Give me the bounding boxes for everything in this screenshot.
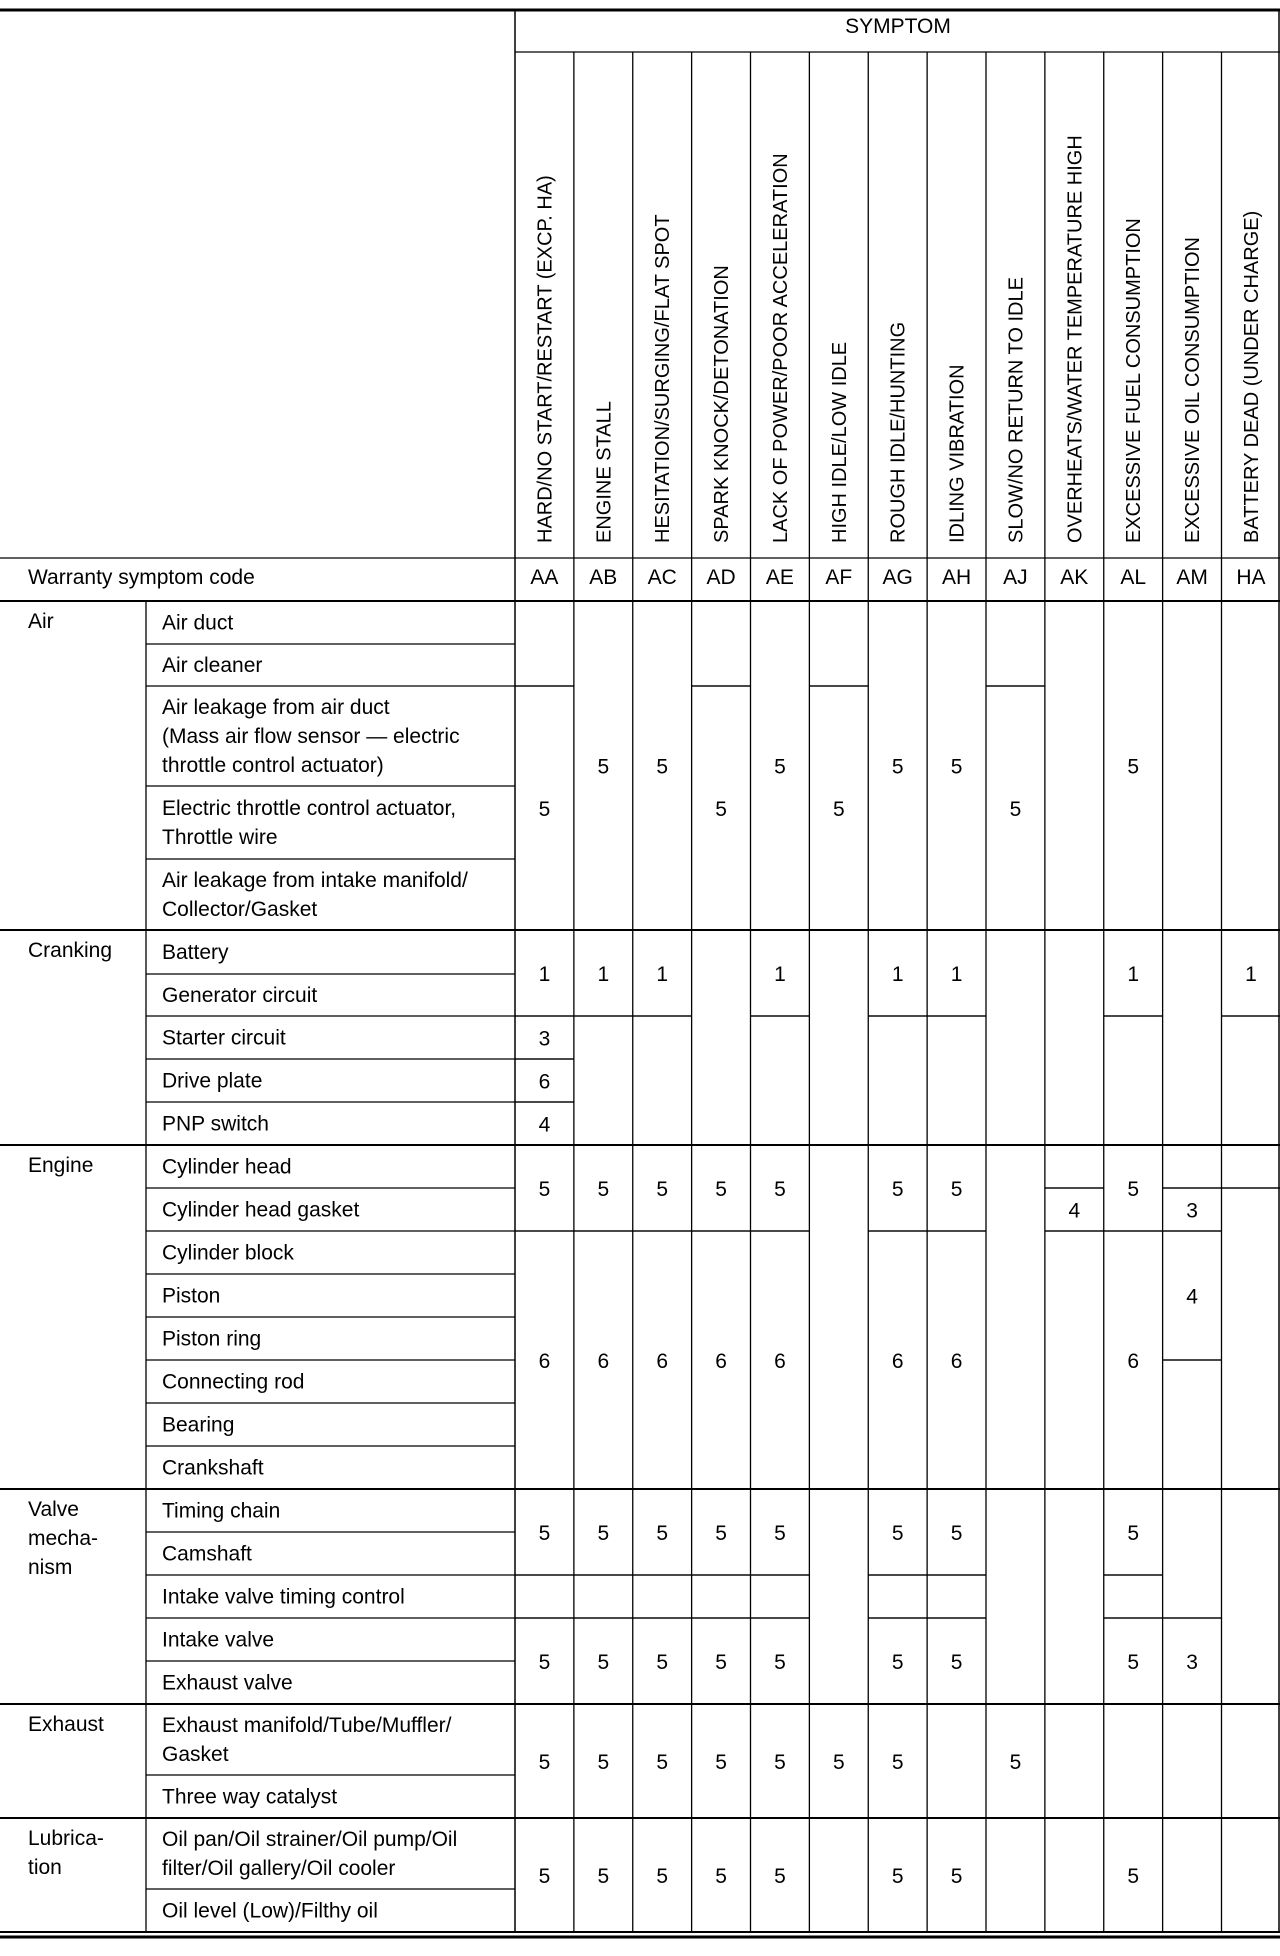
item-label: Throttle wire (162, 826, 278, 849)
item-label: Battery (162, 941, 229, 964)
value-cell: 5 (950, 1651, 963, 1674)
value-cell: 5 (656, 1178, 669, 1201)
value-cell: 5 (774, 1865, 786, 1888)
item-label: Electric throttle control actuator, (162, 797, 457, 820)
item-label: Three way catalyst (162, 1785, 338, 1809)
item-label: Air duct (162, 611, 234, 635)
symptom-column-header: IDLING VIBRATION (946, 364, 969, 543)
value-cell: 5 (774, 1651, 786, 1674)
warranty-code-cell: AL (1120, 566, 1147, 589)
value-cell: 6 (950, 1350, 963, 1373)
item-label: Piston ring (162, 1327, 262, 1351)
item-label: throttle control actuator) (162, 754, 384, 777)
warranty-code-row (530, 566, 1265, 589)
warranty-code-cell: AE (765, 566, 794, 589)
value-cell: 5 (950, 1178, 963, 1201)
value-cell: 5 (656, 1522, 669, 1545)
value-cell: 5 (774, 755, 786, 779)
warranty-code-cell: AH (941, 566, 972, 589)
value-cell: 1 (656, 963, 669, 986)
item-label: Bearing (162, 1413, 235, 1437)
symptom-column-header: BATTERY DEAD (UNDER CHARGE) (1240, 210, 1263, 543)
warranty-code-cell: AA (530, 566, 559, 589)
value-cell: 6 (715, 1350, 727, 1373)
value-cell: 1 (1127, 963, 1140, 986)
value-cell: 5 (538, 1178, 551, 1201)
symptom-column-header: SPARK KNOCK/DETONATION (711, 265, 734, 543)
item-label: Intake valve timing control (162, 1585, 405, 1609)
item-label: Exhaust valve (162, 1671, 293, 1695)
value-cell: 5 (1009, 798, 1022, 821)
item-label: Cylinder head gasket (162, 1198, 360, 1222)
item-label: Starter circuit (162, 1026, 286, 1050)
value-cell: 5 (538, 798, 551, 821)
value-cell: 5 (656, 755, 669, 779)
value-cell: 5 (597, 1651, 610, 1674)
item-label: Oil level (Low)/Filthy oil (162, 1899, 378, 1923)
symptom-column-header: ENGINE STALL (593, 401, 616, 543)
value-cell: 5 (891, 1865, 904, 1888)
item-label: Cylinder head (162, 1155, 292, 1179)
value-cell: 5 (891, 1651, 904, 1674)
value-cell: 5 (891, 1178, 904, 1201)
value-cell: 5 (950, 1865, 963, 1888)
group-label: tion (28, 1856, 62, 1879)
value-cell: 6 (891, 1350, 904, 1373)
group-label: Exhaust (28, 1713, 104, 1736)
symptom-column-header: HIGH IDLE/LOW IDLE (828, 341, 851, 543)
value-cell: 1 (1245, 963, 1257, 986)
symptom-column-header: OVERHEATS/WATER TEMPERATURE HIGH (1064, 135, 1087, 543)
value-cell: 3 (1186, 1651, 1198, 1674)
value-cell: 6 (1127, 1350, 1140, 1373)
value-cell: 1 (538, 963, 551, 986)
value-cell: 5 (538, 1865, 551, 1888)
symptom-header: SYMPTOM (845, 15, 951, 38)
warranty-code-cell: AG (882, 566, 913, 589)
value-cell: 5 (950, 755, 963, 779)
value-cell: 5 (656, 1751, 669, 1774)
value-cell: 5 (832, 798, 845, 821)
warranty-code-cell: AB (589, 566, 618, 589)
item-label: Air leakage from intake manifold/ (162, 869, 468, 892)
value-cell: 3 (538, 1027, 551, 1051)
value-cell: 5 (715, 1178, 727, 1201)
value-cell: 5 (774, 1751, 786, 1774)
warranty-code-cell: AM (1176, 566, 1208, 589)
value-cell: 6 (774, 1350, 786, 1373)
value-cell: 5 (715, 1751, 727, 1774)
value-cell: 5 (1127, 1522, 1140, 1545)
item-label: Cylinder block (162, 1241, 294, 1265)
value-cell: 5 (1127, 1178, 1140, 1201)
value-cell: 5 (715, 1651, 727, 1674)
group-label: Lubrica- (28, 1827, 104, 1850)
item-label: Oil pan/Oil strainer/Oil pump/Oil (162, 1828, 458, 1851)
item-label: Timing chain (162, 1499, 281, 1523)
warranty-code-label: Warranty symptom code (28, 566, 255, 589)
value-cell: 5 (538, 1751, 551, 1774)
group-label: nism (28, 1556, 73, 1579)
warranty-code-cell: AK (1060, 566, 1089, 589)
value-cell: 5 (597, 1522, 610, 1545)
item-label: Exhaust manifold/Tube/Muffler/ (162, 1714, 452, 1737)
item-label: Connecting rod (162, 1370, 305, 1394)
warranty-code-cell: AC (647, 566, 677, 589)
item-label: Drive plate (162, 1069, 263, 1093)
value-cell: 5 (715, 1522, 727, 1545)
item-label: Generator circuit (162, 984, 318, 1007)
warranty-code-cell: HA (1236, 566, 1266, 589)
item-label: PNP switch (162, 1112, 269, 1136)
warranty-code-cell: AJ (1003, 566, 1028, 589)
value-cell: 5 (538, 1522, 551, 1545)
group-label: Engine (28, 1154, 94, 1177)
value-cell: 1 (950, 963, 963, 986)
value-cell: 5 (1127, 1865, 1140, 1888)
symptom-column-header: EXCESSIVE OIL CONSUMPTION (1182, 237, 1205, 543)
value-cell: 1 (774, 963, 786, 986)
value-cell: 6 (538, 1070, 551, 1094)
group-label: Valve (28, 1498, 79, 1521)
value-cells (539, 756, 1257, 1889)
value-cell: 5 (597, 755, 610, 779)
value-cell: 5 (891, 755, 904, 779)
value-cell: 5 (656, 1651, 669, 1674)
group-label: mecha- (28, 1527, 99, 1550)
value-cell: 5 (715, 798, 727, 821)
value-cell: 5 (774, 1178, 786, 1201)
value-cell: 1 (597, 963, 610, 986)
value-cell: 6 (656, 1350, 669, 1373)
item-label: filter/Oil gallery/Oil cooler (162, 1857, 396, 1880)
warranty-code-cell: AF (825, 566, 853, 589)
item-label: Piston (162, 1284, 221, 1308)
value-cell: 5 (715, 1865, 727, 1888)
value-cell: 5 (1009, 1751, 1022, 1774)
item-label: Air leakage from air duct (162, 696, 390, 719)
value-cell: 5 (597, 1865, 610, 1888)
value-cell: 1 (891, 963, 904, 986)
symptom-column-header: LACK OF POWER/POOR ACCELERATION (769, 153, 792, 543)
group-labels (28, 610, 112, 1879)
value-cell: 5 (1127, 1651, 1140, 1674)
value-cell: 5 (597, 1751, 610, 1774)
value-cell: 5 (656, 1865, 669, 1888)
value-cell: 5 (774, 1522, 786, 1545)
item-labels (162, 612, 468, 1923)
value-cell: 5 (1127, 755, 1140, 779)
group-label: Air (28, 610, 54, 633)
item-label: (Mass air flow sensor — electric (162, 725, 460, 748)
symptom-column-headers (534, 135, 1263, 543)
item-label: Crankshaft (162, 1456, 264, 1480)
item-label: Air cleaner (162, 654, 263, 677)
symptom-column-header: EXCESSIVE FUEL CONSUMPTION (1123, 218, 1146, 543)
symptom-column-header: ROUGH IDLE/HUNTING (887, 321, 910, 543)
value-cell: 6 (538, 1350, 551, 1373)
warranty-code-cell: AD (706, 566, 736, 589)
value-cell: 5 (538, 1651, 551, 1674)
value-cell: 4 (1186, 1285, 1198, 1309)
item-label: Collector/Gasket (162, 898, 318, 921)
value-cell: 5 (891, 1522, 904, 1545)
symptom-column-header: HESITATION/SURGING/FLAT SPOT (652, 214, 675, 543)
item-label: Camshaft (162, 1542, 252, 1566)
value-cell: 4 (538, 1113, 551, 1137)
value-cell: 6 (597, 1350, 610, 1373)
value-cell: 5 (891, 1751, 904, 1774)
item-label: Gasket (162, 1743, 229, 1766)
value-cell: 4 (1068, 1199, 1081, 1223)
group-label: Cranking (28, 939, 113, 962)
value-cell: 5 (950, 1522, 963, 1545)
value-cell: 5 (832, 1751, 845, 1774)
value-cell: 3 (1186, 1199, 1198, 1223)
symptom-column-header: HARD/NO START/RESTART (EXCP. HA) (534, 175, 557, 543)
item-label: Intake valve (162, 1628, 275, 1652)
symptom-column-header: SLOW/NO RETURN TO IDLE (1005, 277, 1028, 543)
value-cell: 5 (597, 1178, 610, 1201)
